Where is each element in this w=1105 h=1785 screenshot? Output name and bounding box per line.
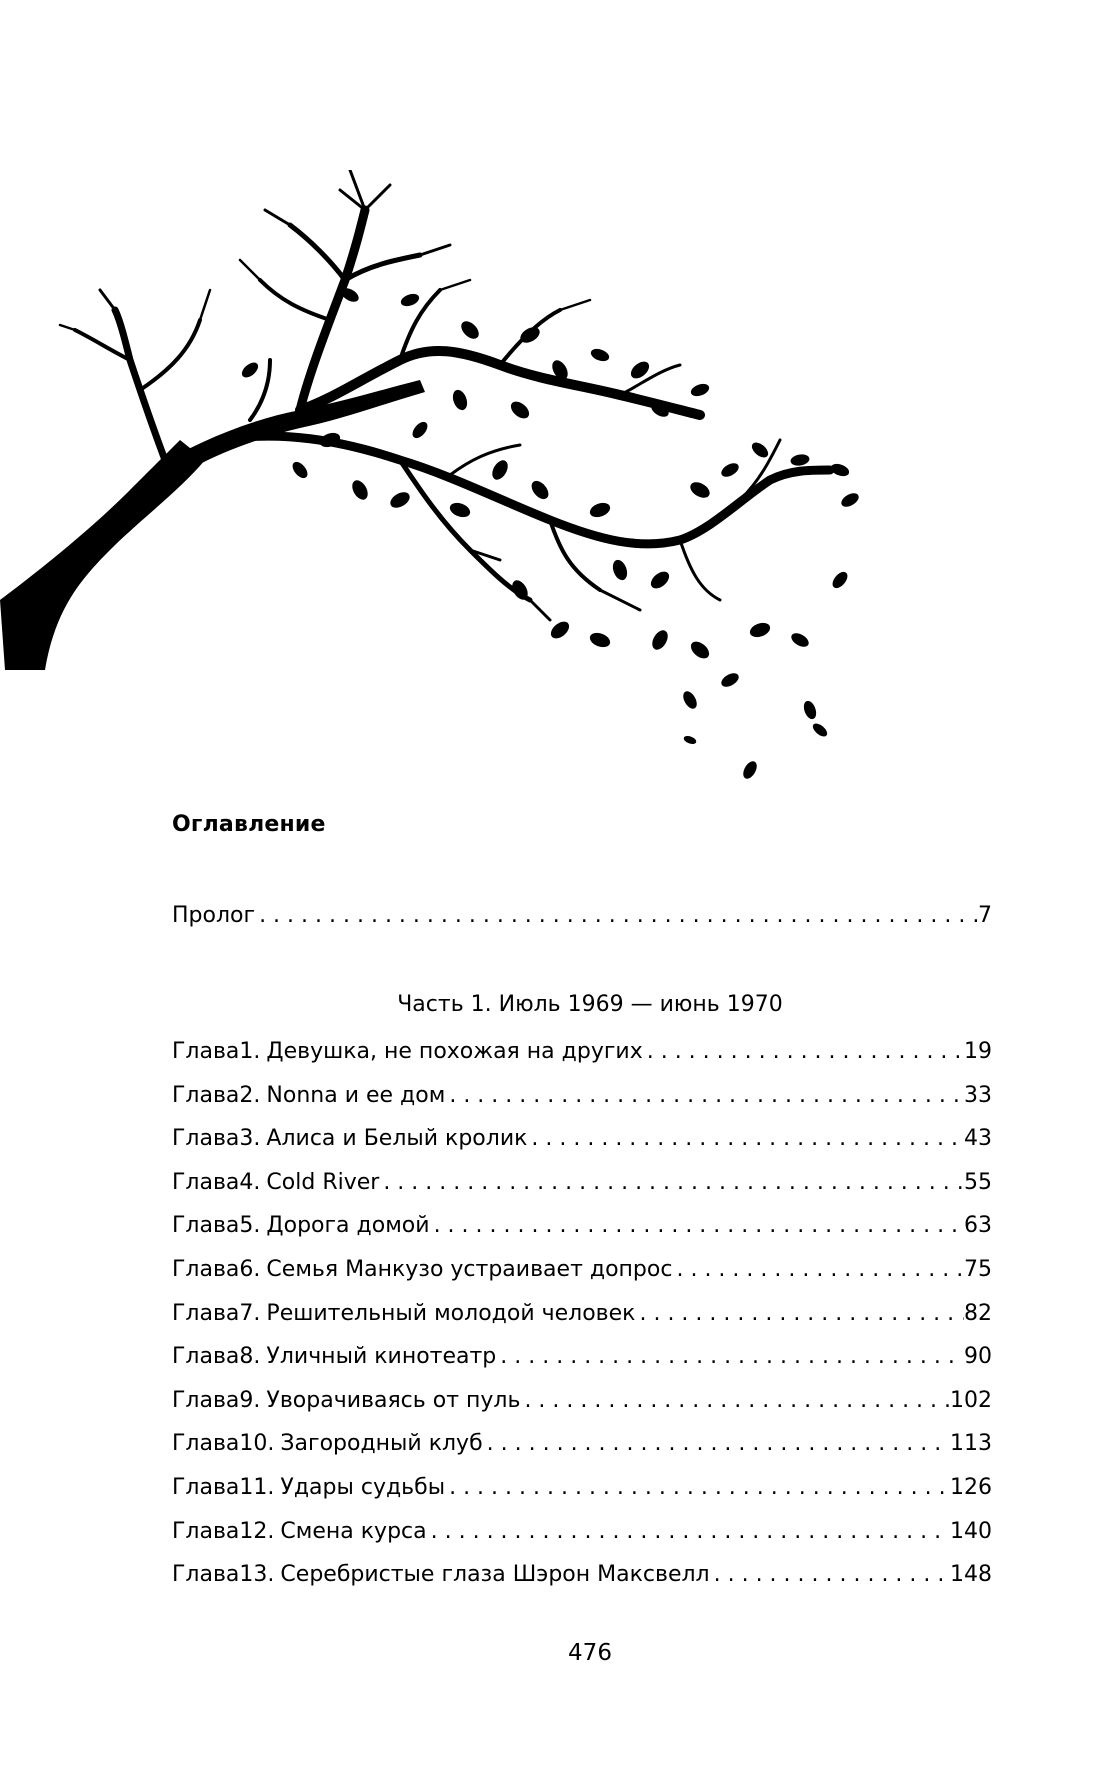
tree-branch-icon: [0, 170, 880, 820]
chapter-label: Глава: [172, 1169, 240, 1195]
toc-entry-title: Nonna и ее дом: [266, 1082, 446, 1108]
page-number: 476: [568, 1640, 612, 1666]
toc-entry-page: 63: [964, 1213, 992, 1239]
chapter-label: Глава: [172, 1257, 240, 1282]
part-heading: Часть 1. Июль 1969 — июнь 1970: [397, 992, 783, 1017]
toc-entry-title: Семья Манкузо устраивает допрос: [266, 1257, 673, 1282]
toc-entry-title: Уворачиваясь от пуль: [266, 1387, 521, 1413]
chapter-number: 5.: [239, 1213, 261, 1239]
toc-entry-page: 43: [964, 1126, 992, 1152]
dot-leader: [445, 1081, 964, 1111]
toc-entry-title: Удары судьбы: [280, 1475, 446, 1500]
toc-entry-page: 19: [964, 1039, 992, 1064]
toc-entry-chapter[interactable]: [172, 1429, 992, 1459]
toc-entry-page: 82: [964, 1300, 992, 1326]
dot-leader: [635, 1299, 964, 1329]
toc-entry-page: 126: [950, 1475, 992, 1500]
chapter-label: Глава: [172, 1300, 240, 1326]
dot-leader: [496, 1342, 964, 1372]
chapter-number: 2.: [239, 1082, 261, 1108]
toc-entry-title: Серебристые глаза Шэрон Максвелл: [280, 1562, 710, 1588]
toc-entry-chapter[interactable]: [172, 1037, 992, 1067]
dot-leader: [672, 1255, 964, 1285]
chapter-number: 1.: [239, 1039, 261, 1064]
toc-entry-chapter[interactable]: [172, 1081, 992, 1111]
toc-entry-chapter[interactable]: [172, 1473, 992, 1503]
toc-entry-chapter[interactable]: [172, 1560, 992, 1590]
toc-entry-chapter[interactable]: [172, 1168, 992, 1198]
dot-leader: [643, 1037, 964, 1067]
toc-entry-title: Загородный клуб: [280, 1431, 483, 1457]
dot-leader: [710, 1560, 950, 1590]
chapter-label: Глава: [172, 1562, 240, 1588]
toc-entry-chapter[interactable]: [172, 1124, 992, 1154]
dot-leader: [527, 1124, 964, 1154]
dot-leader: [520, 1386, 950, 1416]
toc-entry-page: 33: [964, 1082, 992, 1108]
dot-leader: [483, 1429, 950, 1459]
chapter-number: 6.: [239, 1257, 261, 1282]
toc-entry-title: Дорога домой: [266, 1213, 430, 1239]
dot-leader: [445, 1473, 950, 1503]
toc-entry-page: 90: [964, 1344, 992, 1370]
toc-entry-page: 7: [978, 903, 992, 928]
page-title: Оглавление: [172, 812, 326, 837]
toc-entry-title: Смена курса: [280, 1518, 427, 1544]
chapter-number: 10.: [239, 1431, 275, 1457]
toc-entry-title: Алиса и Белый кролик: [266, 1126, 528, 1152]
toc-entry-page: 102: [950, 1387, 992, 1413]
chapter-label: Глава: [172, 1039, 240, 1064]
chapter-number: 9.: [239, 1387, 261, 1413]
chapter-number: 4.: [239, 1169, 261, 1195]
chapter-label: Глава: [172, 1126, 240, 1152]
chapter-label: Глава: [172, 1344, 240, 1370]
toc-entry-chapter[interactable]: [172, 1255, 992, 1285]
toc-entry-page: 75: [964, 1257, 992, 1282]
chapter-label: Глава: [172, 1213, 240, 1239]
chapter-label: Глава: [172, 1082, 240, 1108]
chapter-number: 8.: [239, 1344, 261, 1370]
toc-entry-title: Уличный кинотеатр: [266, 1344, 497, 1370]
chapter-label: Глава: [172, 1475, 240, 1500]
toc-entry-title: Пролог: [172, 903, 256, 928]
dot-leader: [430, 1211, 964, 1241]
toc-entry-title: Решительный молодой человек: [266, 1300, 636, 1326]
toc-entry-title: Девушка, не похожая на других: [266, 1039, 643, 1064]
dot-leader: [427, 1517, 950, 1547]
chapter-number: 7.: [239, 1300, 261, 1326]
toc-entry-chapter[interactable]: [172, 1299, 992, 1329]
dot-leader: [255, 901, 978, 931]
dot-leader: [379, 1168, 964, 1198]
toc-entry-title: Cold River: [266, 1169, 380, 1195]
chapter-number: 11.: [239, 1475, 275, 1500]
toc-entry-page: 55: [964, 1169, 992, 1195]
chapter-number: 12.: [239, 1518, 275, 1544]
toc-entry-chapter[interactable]: [172, 1211, 992, 1241]
chapter-label: Глава: [172, 1518, 240, 1544]
chapter-number: 3.: [239, 1126, 261, 1152]
toc-entry-page: 148: [950, 1562, 992, 1588]
chapter-label: Глава: [172, 1431, 240, 1457]
chapter-number: 13.: [239, 1562, 275, 1588]
toc-entry-page: 113: [950, 1431, 992, 1457]
toc-entry-chapter[interactable]: [172, 1342, 992, 1372]
toc-entry-chapter[interactable]: [172, 1386, 992, 1416]
toc-entry-prologue[interactable]: [172, 901, 992, 931]
toc-entry-page: 140: [950, 1518, 992, 1544]
chapter-label: Глава: [172, 1387, 240, 1413]
toc-entry-chapter[interactable]: [172, 1517, 992, 1547]
